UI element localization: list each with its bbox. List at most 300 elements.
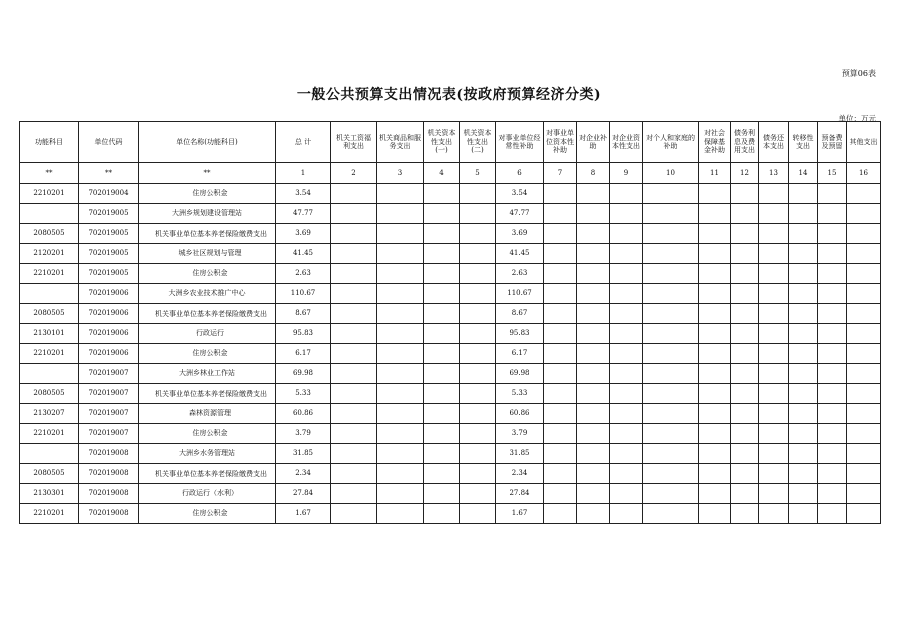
column-number: **: [139, 163, 276, 184]
amount-cell: [544, 264, 577, 284]
amount-cell: [577, 464, 610, 484]
table-row: [20, 204, 881, 224]
total-cell: 41.45: [276, 244, 331, 264]
amount-cell: [331, 464, 377, 484]
amount-cell: [731, 364, 759, 384]
amount-cell: 2.34: [496, 464, 544, 484]
total-cell: 8.67: [276, 304, 331, 324]
unit-name-cell: 大洲乡规划建设管理站: [139, 204, 276, 224]
amount-cell: [847, 504, 881, 524]
column-header: 功能科目: [20, 122, 79, 163]
column-header: 对事业单位资本性补助: [544, 122, 577, 163]
amount-cell: [699, 444, 731, 464]
column-header: 债务利息及费用支出: [731, 122, 759, 163]
amount-cell: 69.98: [496, 364, 544, 384]
table-row: [20, 224, 881, 244]
amount-cell: [643, 244, 699, 264]
total-cell: 6.17: [276, 344, 331, 364]
unit-name-cell: 住房公积金: [139, 344, 276, 364]
amount-cell: 47.77: [496, 204, 544, 224]
amount-cell: [731, 484, 759, 504]
amount-cell: [818, 484, 847, 504]
amount-cell: [377, 344, 424, 364]
amount-cell: [699, 364, 731, 384]
amount-cell: [818, 344, 847, 364]
amount-cell: [759, 184, 789, 204]
amount-cell: [643, 384, 699, 404]
amount-cell: 110.67: [496, 284, 544, 304]
amount-cell: 31.85: [496, 444, 544, 464]
amount-cell: [577, 284, 610, 304]
column-header: 机关资本性支出(二): [460, 122, 496, 163]
column-number: 6: [496, 163, 544, 184]
amount-cell: [377, 444, 424, 464]
unit-code-cell: 702019005: [79, 204, 139, 224]
amount-cell: [424, 224, 460, 244]
column-header: 对个人和家庭的补助: [643, 122, 699, 163]
amount-cell: [847, 204, 881, 224]
amount-cell: [460, 424, 496, 444]
amount-cell: [610, 364, 643, 384]
amount-cell: [577, 344, 610, 364]
amount-cell: [577, 184, 610, 204]
amount-cell: [847, 484, 881, 504]
unit-code-cell: 702019005: [79, 244, 139, 264]
amount-cell: [789, 464, 818, 484]
amount-cell: [460, 324, 496, 344]
amount-cell: [731, 184, 759, 204]
amount-cell: [759, 284, 789, 304]
amount-cell: [460, 384, 496, 404]
amount-cell: [847, 404, 881, 424]
amount-cell: [789, 504, 818, 524]
unit-code-cell: 702019007: [79, 364, 139, 384]
amount-cell: [460, 244, 496, 264]
amount-cell: [544, 344, 577, 364]
amount-cell: [789, 364, 818, 384]
amount-cell: [424, 344, 460, 364]
amount-cell: [460, 464, 496, 484]
amount-cell: [759, 324, 789, 344]
amount-cell: [424, 244, 460, 264]
amount-cell: [460, 204, 496, 224]
amount-cell: [377, 504, 424, 524]
amount-cell: [424, 284, 460, 304]
amount-cell: [610, 504, 643, 524]
amount-cell: [424, 424, 460, 444]
unit-code-cell: 702019007: [79, 404, 139, 424]
amount-cell: [847, 324, 881, 344]
total-cell: 110.67: [276, 284, 331, 304]
amount-cell: [577, 504, 610, 524]
unit-code-cell: 702019005: [79, 224, 139, 244]
amount-cell: [577, 444, 610, 464]
amount-cell: [544, 384, 577, 404]
amount-cell: [643, 204, 699, 224]
unit-code-cell: 702019007: [79, 384, 139, 404]
unit-code-cell: 702019008: [79, 484, 139, 504]
table-row: [20, 244, 881, 264]
amount-cell: [544, 404, 577, 424]
func-code-cell: 2210201: [20, 264, 79, 284]
amount-cell: [331, 284, 377, 304]
total-cell: 3.69: [276, 224, 331, 244]
amount-cell: [847, 344, 881, 364]
amount-cell: [544, 224, 577, 244]
unit-name-cell: 住房公积金: [139, 184, 276, 204]
amount-cell: [818, 244, 847, 264]
func-code-cell: 2210201: [20, 184, 79, 204]
amount-cell: [699, 324, 731, 344]
amount-cell: [731, 324, 759, 344]
amount-cell: [789, 284, 818, 304]
amount-cell: [731, 504, 759, 524]
amount-cell: [643, 504, 699, 524]
amount-cell: [759, 304, 789, 324]
amount-cell: [847, 304, 881, 324]
amount-cell: [731, 224, 759, 244]
amount-cell: [544, 484, 577, 504]
func-code-cell: 2210201: [20, 344, 79, 364]
table-row: [20, 384, 881, 404]
column-header: 机关工资福利支出: [331, 122, 377, 163]
column-number: 1: [276, 163, 331, 184]
amount-cell: 60.86: [496, 404, 544, 424]
amount-cell: [377, 204, 424, 224]
amount-cell: [759, 444, 789, 464]
total-cell: 5.33: [276, 384, 331, 404]
table-row: [20, 364, 881, 384]
amount-cell: [377, 244, 424, 264]
amount-cell: [377, 364, 424, 384]
table-body: [20, 122, 881, 524]
amount-cell: [544, 244, 577, 264]
unit-name-cell: 森林资源管理: [139, 404, 276, 424]
amount-cell: [818, 224, 847, 244]
amount-cell: [789, 344, 818, 364]
amount-cell: [424, 304, 460, 324]
amount-cell: [847, 184, 881, 204]
amount-cell: [377, 404, 424, 424]
amount-cell: [847, 384, 881, 404]
amount-cell: [759, 504, 789, 524]
amount-cell: [789, 244, 818, 264]
func-code-cell: [20, 204, 79, 224]
amount-cell: [699, 344, 731, 364]
total-cell: 2.34: [276, 464, 331, 484]
amount-cell: [789, 324, 818, 344]
budget-table: [19, 121, 881, 524]
amount-cell: [377, 464, 424, 484]
table-row: [20, 444, 881, 464]
unit-name-cell: 机关事业单位基本养老保险缴费支出: [139, 464, 276, 484]
amount-cell: [847, 244, 881, 264]
amount-cell: [818, 504, 847, 524]
amount-cell: [731, 304, 759, 324]
table-row: [20, 284, 881, 304]
table-row: [20, 464, 881, 484]
amount-cell: [789, 304, 818, 324]
amount-cell: [610, 484, 643, 504]
column-header: 机关资本性支出(一): [424, 122, 460, 163]
amount-cell: [544, 184, 577, 204]
amount-cell: [377, 324, 424, 344]
amount-cell: 5.33: [496, 384, 544, 404]
amount-cell: [577, 264, 610, 284]
amount-cell: [424, 204, 460, 224]
amount-cell: [331, 444, 377, 464]
amount-cell: [331, 364, 377, 384]
amount-cell: [818, 284, 847, 304]
amount-cell: [331, 264, 377, 284]
column-header: 转移性支出: [789, 122, 818, 163]
amount-cell: [460, 184, 496, 204]
amount-cell: [424, 504, 460, 524]
amount-cell: 95.83: [496, 324, 544, 344]
amount-cell: [818, 424, 847, 444]
func-code-cell: [20, 364, 79, 384]
amount-cell: [610, 424, 643, 444]
amount-cell: [847, 284, 881, 304]
total-cell: 60.86: [276, 404, 331, 424]
amount-cell: [544, 364, 577, 384]
unit-name-cell: 行政运行: [139, 324, 276, 344]
column-number: 10: [643, 163, 699, 184]
table-row: [20, 264, 881, 284]
amount-cell: [818, 324, 847, 344]
amount-cell: [789, 384, 818, 404]
column-number: **: [79, 163, 139, 184]
amount-cell: [377, 424, 424, 444]
table-row: [20, 324, 881, 344]
amount-cell: [577, 484, 610, 504]
amount-cell: 41.45: [496, 244, 544, 264]
column-number: **: [20, 163, 79, 184]
amount-cell: [759, 404, 789, 424]
amount-cell: [643, 184, 699, 204]
amount-cell: [818, 464, 847, 484]
amount-cell: [643, 364, 699, 384]
amount-cell: [331, 384, 377, 404]
amount-cell: [699, 304, 731, 324]
unit-name-cell: 城乡社区规划与管理: [139, 244, 276, 264]
amount-cell: [759, 264, 789, 284]
amount-cell: [377, 184, 424, 204]
amount-cell: [818, 444, 847, 464]
table-row: [20, 504, 881, 524]
amount-cell: [544, 424, 577, 444]
amount-cell: [847, 364, 881, 384]
amount-cell: 3.79: [496, 424, 544, 444]
total-cell: 3.79: [276, 424, 331, 444]
column-number: 2: [331, 163, 377, 184]
amount-cell: [331, 504, 377, 524]
amount-cell: [643, 224, 699, 244]
amount-cell: [847, 444, 881, 464]
amount-cell: [699, 184, 731, 204]
amount-cell: [577, 424, 610, 444]
amount-cell: [759, 224, 789, 244]
amount-cell: [544, 324, 577, 344]
amount-cell: [759, 344, 789, 364]
amount-cell: [789, 484, 818, 504]
column-header: 其他支出: [847, 122, 881, 163]
func-code-cell: 2080505: [20, 304, 79, 324]
amount-cell: [789, 204, 818, 224]
amount-cell: [577, 304, 610, 324]
amount-cell: [847, 424, 881, 444]
amount-cell: 8.67: [496, 304, 544, 324]
total-cell: 47.77: [276, 204, 331, 224]
amount-cell: [847, 264, 881, 284]
table-row: [20, 304, 881, 324]
unit-name-cell: 机关事业单位基本养老保险缴费支出: [139, 384, 276, 404]
amount-cell: [460, 444, 496, 464]
amount-cell: [610, 244, 643, 264]
unit-code-cell: 702019008: [79, 444, 139, 464]
column-number: 5: [460, 163, 496, 184]
amount-cell: [544, 284, 577, 304]
amount-cell: [789, 424, 818, 444]
column-header: 预备费及预留: [818, 122, 847, 163]
column-header: 对事业单位经常性补助: [496, 122, 544, 163]
func-code-cell: 2210201: [20, 504, 79, 524]
amount-cell: [331, 244, 377, 264]
amount-cell: [818, 204, 847, 224]
func-code-cell: 2130301: [20, 484, 79, 504]
column-number: 11: [699, 163, 731, 184]
amount-cell: [818, 404, 847, 424]
amount-cell: [331, 424, 377, 444]
total-cell: 31.85: [276, 444, 331, 464]
amount-cell: [460, 344, 496, 364]
amount-cell: [699, 464, 731, 484]
amount-cell: [577, 384, 610, 404]
amount-cell: 2.63: [496, 264, 544, 284]
amount-cell: [610, 404, 643, 424]
column-header: 单位名称(功能科目): [139, 122, 276, 163]
unit-name-cell: 大洲乡水务管理站: [139, 444, 276, 464]
amount-cell: [731, 284, 759, 304]
amount-cell: [759, 484, 789, 504]
amount-cell: [759, 364, 789, 384]
amount-cell: [610, 304, 643, 324]
amount-cell: [818, 264, 847, 284]
amount-cell: [731, 464, 759, 484]
amount-cell: [424, 324, 460, 344]
unit-name-cell: 住房公积金: [139, 424, 276, 444]
amount-cell: [759, 464, 789, 484]
amount-cell: [331, 224, 377, 244]
amount-cell: [643, 324, 699, 344]
amount-cell: [699, 424, 731, 444]
amount-cell: [731, 264, 759, 284]
amount-cell: [610, 264, 643, 284]
amount-cell: [460, 364, 496, 384]
amount-cell: [610, 284, 643, 304]
func-code-cell: 2080505: [20, 464, 79, 484]
unit-label: 单位：万元: [838, 114, 876, 123]
amount-cell: [577, 244, 610, 264]
amount-cell: [699, 244, 731, 264]
amount-cell: [377, 264, 424, 284]
amount-cell: [610, 324, 643, 344]
unit-name-cell: 住房公积金: [139, 504, 276, 524]
total-cell: 1.67: [276, 504, 331, 524]
total-cell: 27.84: [276, 484, 331, 504]
func-code-cell: 2080505: [20, 224, 79, 244]
amount-cell: [731, 204, 759, 224]
amount-cell: 27.84: [496, 484, 544, 504]
column-number: 14: [789, 163, 818, 184]
unit-name-cell: 住房公积金: [139, 264, 276, 284]
column-number: 3: [377, 163, 424, 184]
amount-cell: 3.54: [496, 184, 544, 204]
amount-cell: 6.17: [496, 344, 544, 364]
column-number: 15: [818, 163, 847, 184]
amount-cell: [699, 504, 731, 524]
amount-cell: [759, 204, 789, 224]
amount-cell: [643, 444, 699, 464]
amount-cell: [643, 404, 699, 424]
amount-cell: [577, 204, 610, 224]
amount-cell: [699, 224, 731, 244]
amount-cell: [577, 404, 610, 424]
amount-cell: [731, 244, 759, 264]
unit-code-cell: 702019008: [79, 504, 139, 524]
amount-cell: [460, 284, 496, 304]
func-code-cell: 2210201: [20, 424, 79, 444]
amount-cell: [331, 324, 377, 344]
table-row: [20, 344, 881, 364]
unit-code-cell: 702019006: [79, 344, 139, 364]
amount-cell: [610, 224, 643, 244]
total-cell: 95.83: [276, 324, 331, 344]
amount-cell: [643, 464, 699, 484]
amount-cell: [424, 184, 460, 204]
amount-cell: [424, 404, 460, 424]
unit-name-cell: 大洲乡农业技术推广中心: [139, 284, 276, 304]
amount-cell: [610, 384, 643, 404]
amount-cell: [460, 504, 496, 524]
unit-code-cell: 702019004: [79, 184, 139, 204]
func-code-cell: 2120201: [20, 244, 79, 264]
unit-code-cell: 702019005: [79, 264, 139, 284]
amount-cell: [699, 404, 731, 424]
form-tag: 预算06表: [841, 69, 876, 78]
unit-name-cell: 机关事业单位基本养老保险缴费支出: [139, 224, 276, 244]
amount-cell: [759, 244, 789, 264]
column-number: 4: [424, 163, 460, 184]
column-header: 债务还本支出: [759, 122, 789, 163]
amount-cell: [789, 184, 818, 204]
func-code-cell: 2080505: [20, 384, 79, 404]
amount-cell: [610, 444, 643, 464]
column-number: 9: [610, 163, 643, 184]
amount-cell: [424, 464, 460, 484]
column-header: 对社会保障基金补助: [699, 122, 731, 163]
amount-cell: [377, 224, 424, 244]
amount-cell: [331, 184, 377, 204]
column-header: 对企业补助: [577, 122, 610, 163]
total-cell: 69.98: [276, 364, 331, 384]
amount-cell: [789, 264, 818, 284]
amount-cell: [544, 444, 577, 464]
amount-cell: [643, 264, 699, 284]
amount-cell: [544, 464, 577, 484]
amount-cell: [818, 384, 847, 404]
amount-cell: [377, 384, 424, 404]
